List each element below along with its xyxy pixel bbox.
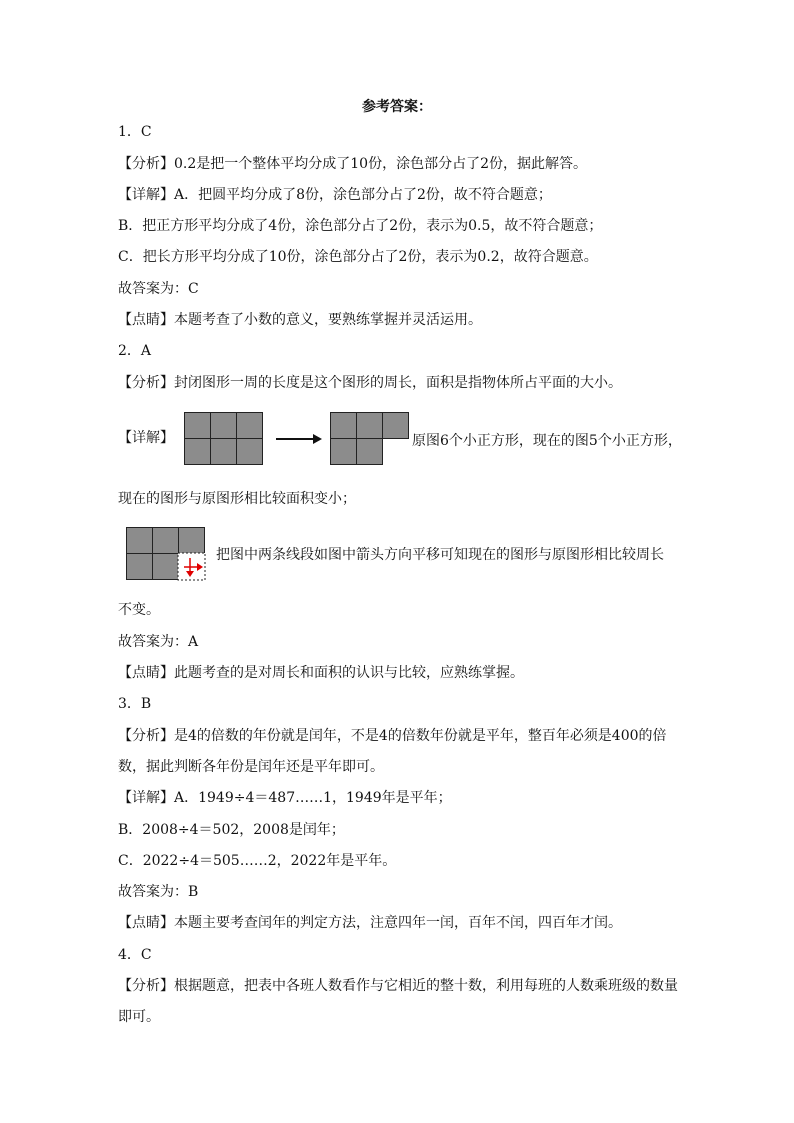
shift-figure xyxy=(126,527,208,581)
page-title: 参考答案： xyxy=(362,99,432,115)
original-figure xyxy=(184,412,264,466)
answer-line: 即可。 xyxy=(118,1009,160,1025)
answer-line: 故答案为：C xyxy=(118,281,199,297)
answer-line: 【详解】A．1949÷4＝487……1，1949年是平年； xyxy=(118,790,452,806)
answer-line: B．2008÷4＝502，2008是闰年； xyxy=(118,822,345,838)
answer-line: C．2022÷4＝505……2，2022年是平年。 xyxy=(118,853,397,869)
shift-text: 把图中两条线段如图中箭头方向平移可知现在的图形与原图形相比较周长 xyxy=(216,547,664,563)
answer-line: B．把正方形平均分成了4份，涂色部分占了2份，表示为0.5，故不符合题意； xyxy=(118,218,603,234)
right-arrow xyxy=(276,433,322,445)
answer-line: 【分析】是4的倍数的年份就是闰年，不是4的倍数年份就是平年，整百年必须是400的倍 xyxy=(118,728,667,744)
detail-text: 原图6个小正方形，现在的图5个小正方形， xyxy=(412,433,682,449)
answer-line: 【分析】封闭图形一周的长度是这个图形的周长，面积是指物体所占平面的大小。 xyxy=(118,375,622,391)
shift-arrows-icon xyxy=(126,527,208,581)
answer-line: 【详解】A．把圆平均分成了8份，涂色部分占了2份，故不符合题意； xyxy=(118,187,552,203)
answer-line: C．把长方形平均分成了10份，涂色部分占了2份，表示为0.2，故符合题意。 xyxy=(118,249,598,265)
answer-line: 2．A xyxy=(118,343,152,359)
answer-line: 【点睛】本题考查了小数的意义，要熟练掌握并灵活运用。 xyxy=(118,312,482,328)
answer-line: 4．C xyxy=(118,947,152,963)
answer-line: 数，据此判断各年份是闰年还是平年即可。 xyxy=(118,759,384,775)
answer-line: 【点睛】本题主要考查闰年的判定方法，注意四年一闰，百年不闰，四百年才闰。 xyxy=(118,915,622,931)
answer-line: 1．C xyxy=(118,124,152,140)
answer-line: 【分析】根据题意，把表中各班人数看作与它相近的整十数，利用每班的人数乘班级的数量 xyxy=(118,978,678,994)
new-figure xyxy=(330,412,410,466)
answer-line: 故答案为：A xyxy=(118,634,199,650)
detail-label: 【详解】 xyxy=(118,430,174,446)
answer-line: 故答案为：B xyxy=(118,884,199,900)
answer-line: 3．B xyxy=(118,696,152,712)
detail-continuation: 现在的图形与原图形相比较面积变小； xyxy=(118,491,356,507)
answer-line: 【分析】0.2是把一个整体平均分成了10份，涂色部分占了2份，据此解答。 xyxy=(118,156,587,172)
shift-continuation: 不变。 xyxy=(118,602,160,618)
answer-line: 【点睛】此题考查的是对周长和面积的认识与比较，应熟练掌握。 xyxy=(118,665,524,681)
